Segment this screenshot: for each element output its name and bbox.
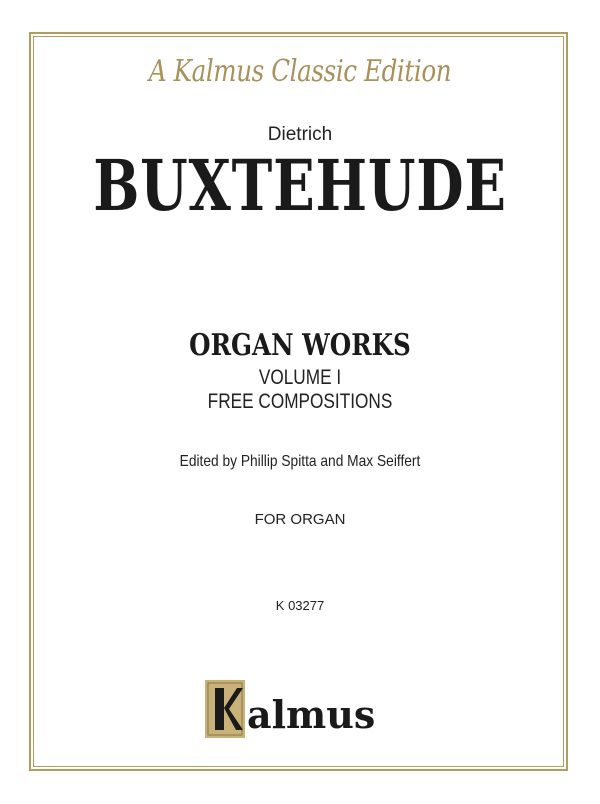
series-title: A Kalmus Classic Edition xyxy=(148,54,452,89)
composer-last-name: BUXTEHUDE xyxy=(93,144,507,227)
editors-credit: Edited by Phillip Spitta and Max Seiffert xyxy=(179,453,421,470)
work-title: ORGAN WORKS xyxy=(189,328,411,363)
volume-label: VOLUME I xyxy=(258,366,342,389)
kalmus-logo xyxy=(205,678,380,740)
instrument-label: FOR ORGAN xyxy=(254,511,346,528)
catalog-number: K 03277 xyxy=(275,598,325,613)
composer-first-name: Dietrich xyxy=(267,124,333,145)
work-subtitle: FREE COMPOSITIONS xyxy=(207,390,393,413)
logo-wordmark: almus xyxy=(247,692,376,737)
